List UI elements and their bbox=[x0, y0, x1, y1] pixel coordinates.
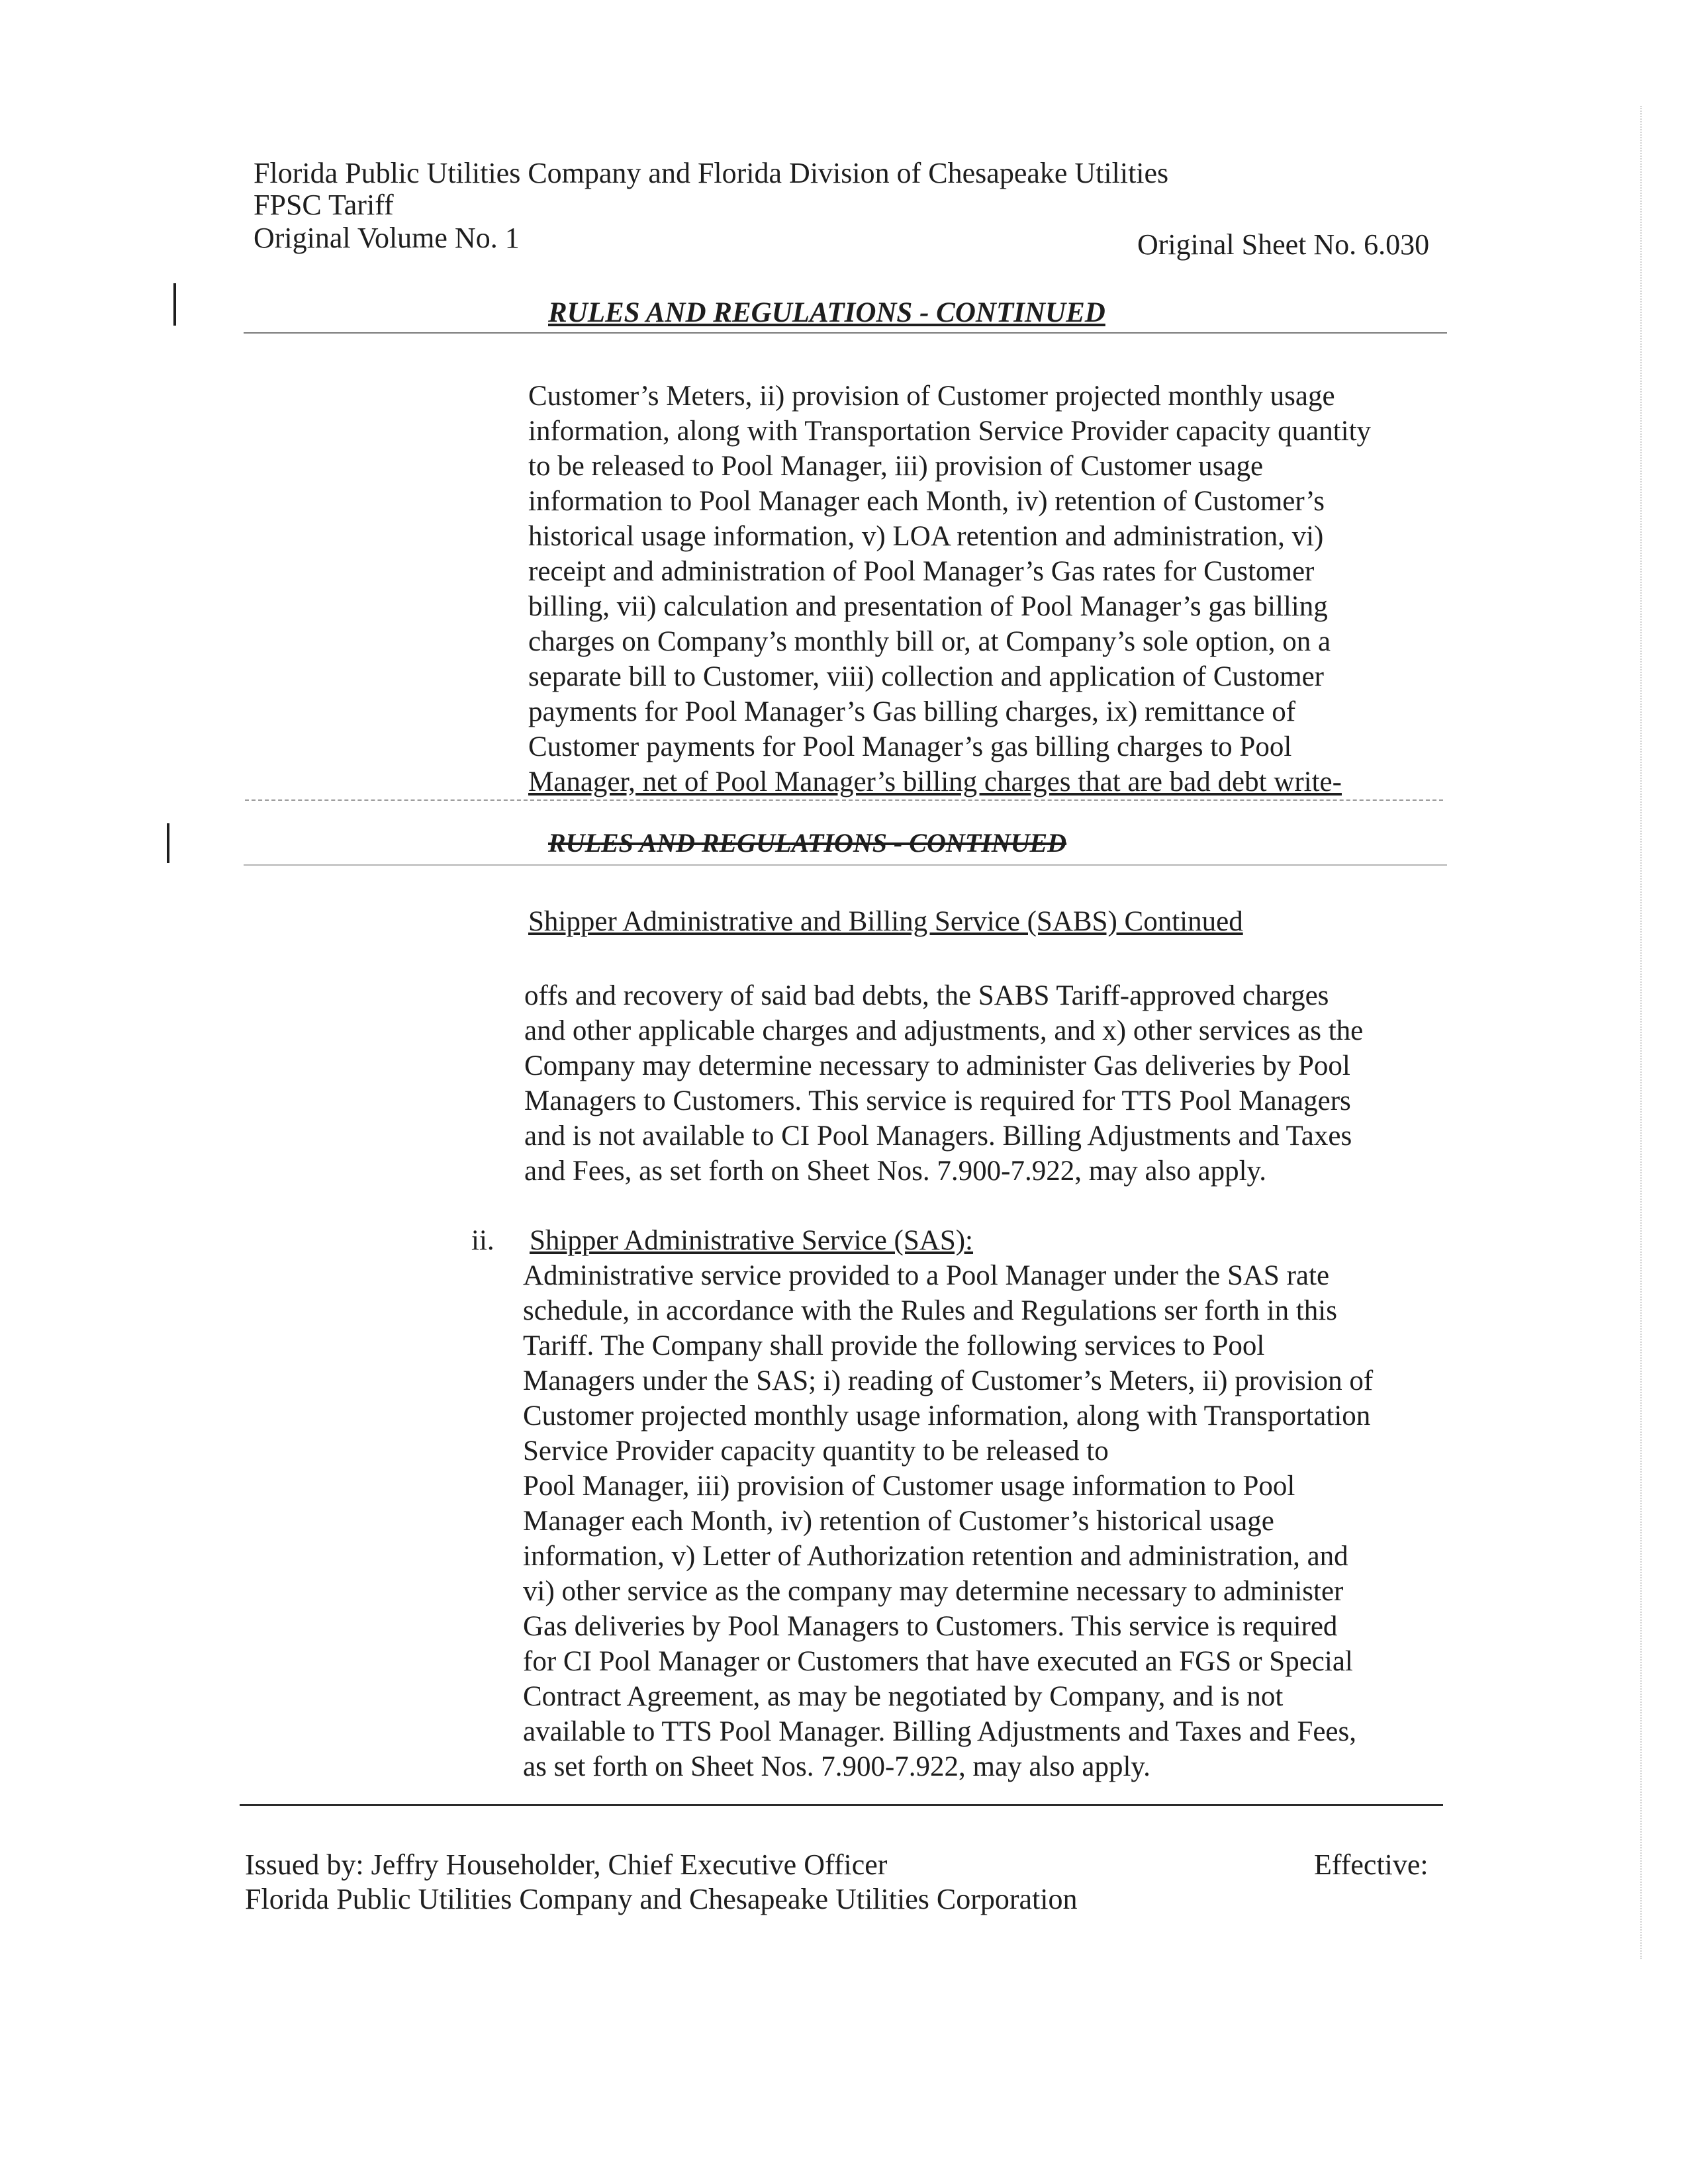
body-line: vi) other service as the company may determine necessary to administer bbox=[523, 1576, 1344, 1607]
section-title-struck: RULES AND REGULATIONS - CONTINUED bbox=[548, 828, 1067, 858]
body-line: payments for Pool Manager’s Gas billing charges, ix) remittance of bbox=[528, 696, 1296, 727]
body-line: Gas deliveries by Pool Managers to Customers. This service is required bbox=[523, 1611, 1338, 1642]
body-line: and other applicable charges and adjustments, and x) other services as the bbox=[524, 1015, 1364, 1046]
body-line: schedule, in accordance with the Rules and Regulations ser forth in this bbox=[523, 1295, 1337, 1326]
body-line: Contract Agreement, as may be negotiated by Company, and is not bbox=[523, 1681, 1284, 1712]
body-line: Manager, net of Pool Manager’s billing charges that are bad debt write- bbox=[528, 766, 1342, 797]
body-line: billing, vii) calculation and presentation of Pool Manager’s gas billing bbox=[528, 591, 1328, 622]
body-line: offs and recovery of said bad debts, the SABS Tariff-approved charges bbox=[524, 980, 1329, 1011]
body-line: and Fees, as set forth on Sheet Nos. 7.900-7.922, may also apply. bbox=[524, 1156, 1267, 1187]
subheading: Shipper Administrative and Billing Service (SABS) Continued bbox=[528, 906, 1243, 937]
body-line: Company may determine necessary to administer Gas deliveries by Pool bbox=[524, 1050, 1350, 1081]
revision-bar bbox=[173, 283, 176, 326]
header-company-line: Florida Public Utilities Company and Florida Division of Chesapeake Utilities bbox=[254, 157, 1169, 189]
footer-company: Florida Public Utilities Company and Chesapeake Utilities Corporation bbox=[245, 1883, 1078, 1915]
scan-edge bbox=[1640, 106, 1642, 1959]
body-line: Pool Manager, iii) provision of Customer usage information to Pool bbox=[523, 1471, 1295, 1502]
body-line: Customer payments for Pool Manager’s gas billing charges to Pool bbox=[528, 731, 1292, 762]
header-tariff-line: FPSC Tariff bbox=[254, 189, 394, 221]
body-line: information, along with Transportation Service Provider capacity quantity bbox=[528, 416, 1372, 447]
body-line: Customer’s Meters, ii) provision of Customer projected monthly usage bbox=[528, 381, 1335, 412]
effective-label: Effective: bbox=[1314, 1848, 1429, 1881]
body-line: Customer projected monthly usage information, along with Transportation bbox=[523, 1400, 1371, 1432]
revision-bar bbox=[167, 823, 169, 863]
body-line: receipt and administration of Pool Manager’s Gas rates for Customer bbox=[528, 556, 1315, 587]
body-line: Service Provider capacity quantity to be released to bbox=[523, 1435, 1109, 1467]
section-body bbox=[524, 978, 1363, 1189]
body-line: separate bill to Customer, viii) collection and application of Customer bbox=[528, 661, 1324, 692]
section-body bbox=[528, 379, 1371, 799]
item-heading: Shipper Administrative Service (SAS): bbox=[530, 1225, 974, 1256]
section-title: RULES AND REGULATIONS - CONTINUED bbox=[548, 297, 1105, 328]
header-sheet-number: Original Sheet No. 6.030 bbox=[1137, 228, 1430, 261]
body-line: Manager each Month, iv) retention of Customer’s historical usage bbox=[523, 1506, 1274, 1537]
body-line: and is not available to CI Pool Managers. Billing Adjustments and Taxes bbox=[524, 1120, 1352, 1152]
body-line: available to TTS Pool Manager. Billing Adjustments and Taxes and Fees, bbox=[523, 1716, 1356, 1747]
body-line: to be released to Pool Manager, iii) provision of Customer usage bbox=[528, 451, 1264, 482]
body-line: as set forth on Sheet Nos. 7.900-7.922, may also apply. bbox=[523, 1751, 1150, 1782]
title-rule bbox=[244, 864, 1447, 866]
header-volume-line: Original Volume No. 1 bbox=[254, 222, 520, 254]
body-line: information, v) Letter of Authorization retention and administration, and bbox=[523, 1541, 1348, 1572]
body-line: information to Pool Manager each Month, iv) retention of Customer’s bbox=[528, 486, 1325, 517]
title-rule bbox=[244, 332, 1447, 334]
body-line: for CI Pool Manager or Customers that have executed an FGS or Special bbox=[523, 1646, 1353, 1677]
footer-rule bbox=[240, 1804, 1443, 1806]
list-marker: ii. bbox=[471, 1225, 494, 1256]
section-divider bbox=[245, 799, 1443, 801]
item-body bbox=[523, 1258, 1373, 1784]
body-line: Administrative service provided to a Pool Manager under the SAS rate bbox=[523, 1260, 1330, 1291]
issued-by: Issued by: Jeffry Householder, Chief Executive Officer bbox=[245, 1848, 888, 1881]
body-line: Tariff. The Company shall provide the following services to Pool bbox=[523, 1330, 1265, 1361]
body-line: Managers to Customers. This service is required for TTS Pool Managers bbox=[524, 1085, 1351, 1116]
body-line: Managers under the SAS; i) reading of Customer’s Meters, ii) provision of bbox=[523, 1365, 1374, 1396]
body-line: charges on Company’s monthly bill or, at Company’s sole option, on a bbox=[528, 626, 1331, 657]
body-line: historical usage information, v) LOA retention and administration, vi) bbox=[528, 521, 1324, 552]
